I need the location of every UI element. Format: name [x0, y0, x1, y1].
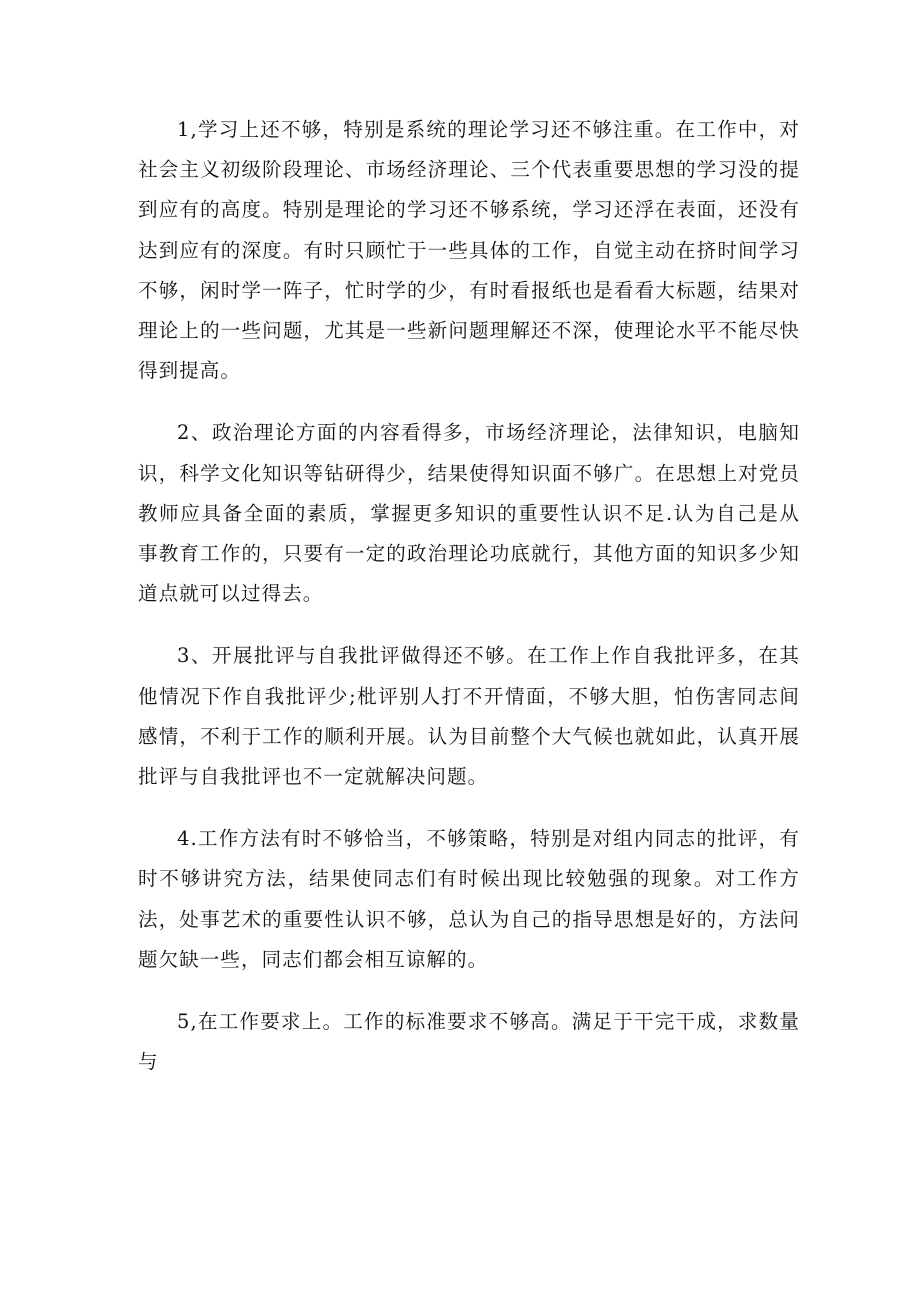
document-body	[138, 110, 800, 1104]
paragraph-2: 2、政治理论方面的内容看得多，市场经济理论，法律知识，电脑知识，科学文化知识等钻研得少，结果使得知识面不够广。在思想上对党员教师应具备全面的素质，掌握更多知识的重要性认识不足.认为自己是从事教育工作的，只要有一定的政治理论功底就行，其他方面的知识多少知道点就可以过得去。	[138, 421, 800, 606]
paragraph-5: 5,在工作要求上。工作的标准要求不够高。满足于干完干成，求数量与	[138, 1010, 800, 1074]
paragraph-4: 4.工作方法有时不够恰当，不够策略，特别是对组内同志的批评，有时不够讲究方法，结果使同志们有时候出现比较勉强的现象。对工作方法，处事艺术的重要性认识不够，总认为自己的指导思想是好的，方法问题欠缺一些，同志们都会相互谅解的。	[138, 827, 800, 971]
paragraph-1: 1,学习上还不够，特别是系统的理论学习还不够注重。在工作中，对社会主义初级阶段理论、市场经济理论、三个代表重要思想的学习没的提到应有的高度。特别是理论的学习还不够系统，学习还浮在表面，还没有达到应有的深度。有时只顾忙于一些具体的工作，自觉主动在挤时间学习不够，闲时学一阵子，忙时学的少，有时看报纸也是看看大标题，结果对理论上的一些问题，尤其是一些新问题理解还不深，使理论水平不能尽快得到提高。	[138, 118, 800, 383]
paragraph-3: 3、开展批评与自我批评做得还不够。在工作上作自我批评多，在其他情况下作自我批评少;枇评别人打不开情面，不够大胆，怕伤害同志间感情，不利于工作的顺利开展。认为目前整个大气候也就如此，认真开展批评与自我批评也不一定就解决问题。	[138, 644, 800, 789]
